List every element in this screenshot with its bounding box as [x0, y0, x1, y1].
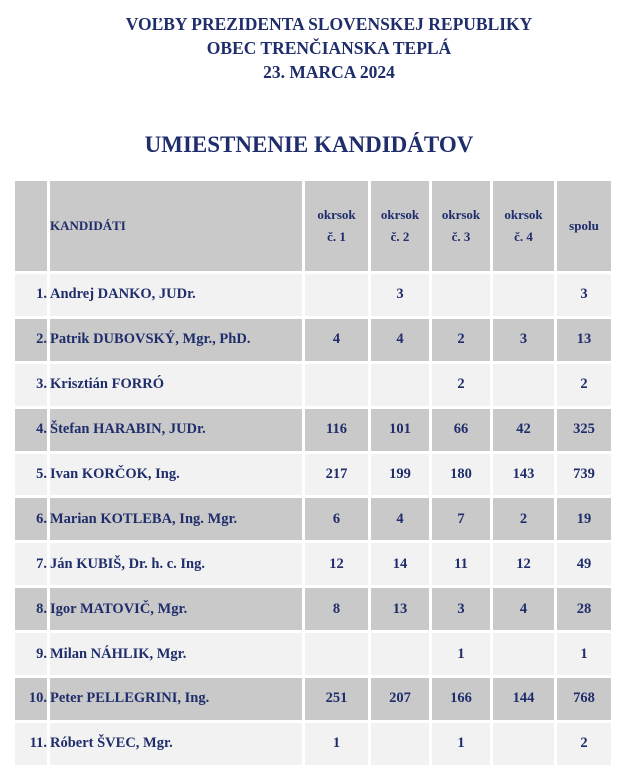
rank-cell: 8. — [15, 588, 47, 630]
table-row — [15, 633, 611, 675]
district-4-votes — [493, 364, 554, 406]
district-1-votes: 6 — [305, 498, 368, 540]
table-row — [15, 678, 611, 720]
candidate-name-cell: Milan NÁHLIK, Mgr. — [50, 633, 302, 675]
district-2-votes: 3 — [371, 274, 429, 316]
total-votes: 739 — [557, 454, 611, 496]
district-1-votes: 4 — [305, 319, 368, 361]
table-row — [15, 543, 611, 585]
district-2-header: okrsok č. 2 — [371, 181, 429, 271]
total-votes: 28 — [557, 588, 611, 630]
district-4-votes: 144 — [493, 678, 554, 720]
table-header-row — [15, 181, 611, 271]
candidate-name-cell: Igor MATOVIČ, Mgr. — [50, 588, 302, 630]
total-votes: 1 — [557, 633, 611, 675]
district-1-votes: 116 — [305, 409, 368, 451]
district-1-votes — [305, 364, 368, 406]
district-4-header: okrsok č. 4 — [493, 181, 554, 271]
district-1-votes — [305, 633, 368, 675]
district-3-votes: 2 — [432, 364, 490, 406]
district-4-votes: 2 — [493, 498, 554, 540]
rank-cell: 11. — [15, 723, 47, 765]
district-4-votes: 42 — [493, 409, 554, 451]
rank-cell: 1. — [15, 274, 47, 316]
district-3-votes: 1 — [432, 633, 490, 675]
rank-cell: 7. — [15, 543, 47, 585]
district-1-votes: 217 — [305, 454, 368, 496]
district-2-votes: 207 — [371, 678, 429, 720]
total-votes: 13 — [557, 319, 611, 361]
district-2-votes: 14 — [371, 543, 429, 585]
district-4-votes: 4 — [493, 588, 554, 630]
district-3-votes: 3 — [432, 588, 490, 630]
candidate-name-cell: Peter PELLEGRINI, Ing. — [50, 678, 302, 720]
table-row — [15, 723, 611, 765]
rank-header — [15, 181, 47, 271]
district-2-votes — [371, 364, 429, 406]
district-4-votes — [493, 723, 554, 765]
district-2-votes: 199 — [371, 454, 429, 496]
rank-cell: 5. — [15, 454, 47, 496]
district-3-votes: 166 — [432, 678, 490, 720]
district-3-header: okrsok č. 3 — [432, 181, 490, 271]
total-votes: 19 — [557, 498, 611, 540]
district-4-votes — [493, 274, 554, 316]
candidate-name-cell: Róbert ŠVEC, Mgr. — [50, 723, 302, 765]
district-3-votes: 180 — [432, 454, 490, 496]
district-3-votes: 1 — [432, 723, 490, 765]
total-votes: 325 — [557, 409, 611, 451]
rank-cell: 4. — [15, 409, 47, 451]
header-title: VOĽBY PREZIDENTA SLOVENSKEJ REPUBLIKY — [125, 14, 533, 34]
district-2-votes: 101 — [371, 409, 429, 451]
district-4-votes: 3 — [493, 319, 554, 361]
district-1-votes — [305, 274, 368, 316]
total-votes: 2 — [557, 723, 611, 765]
district-4-votes — [493, 633, 554, 675]
district-2-votes: 4 — [371, 319, 429, 361]
district-1-votes: 8 — [305, 588, 368, 630]
table-row — [15, 409, 611, 451]
rank-cell: 6. — [15, 498, 47, 540]
rank-cell: 10. — [15, 678, 47, 720]
candidate-name-cell: Štefan HARABIN, JUDr. — [50, 409, 302, 451]
district-2-votes: 4 — [371, 498, 429, 540]
document-header — [0, 12, 618, 84]
district-1-header: okrsok č. 1 — [305, 181, 368, 271]
district-2-votes — [371, 723, 429, 765]
district-4-votes: 143 — [493, 454, 554, 496]
candidates-header: KANDIDÁTI — [50, 181, 302, 271]
district-1-votes: 251 — [305, 678, 368, 720]
district-2-votes — [371, 633, 429, 675]
table-row — [15, 588, 611, 630]
district-2-votes: 13 — [371, 588, 429, 630]
district-1-votes: 12 — [305, 543, 368, 585]
rank-cell: 2. — [15, 319, 47, 361]
candidate-name-cell: Krisztián FORRÓ — [50, 364, 302, 406]
header-municipality: OBEC TRENČIANSKA TEPLÁ — [206, 38, 452, 58]
total-header: spolu — [557, 181, 611, 271]
header-date: 23. MARCA 2024 — [263, 62, 395, 82]
table-row — [15, 454, 611, 496]
district-3-votes: 2 — [432, 319, 490, 361]
district-3-votes: 7 — [432, 498, 490, 540]
table-row — [15, 274, 611, 316]
table-row — [15, 319, 611, 361]
results-table — [12, 178, 614, 768]
table-row — [15, 364, 611, 406]
district-3-votes: 11 — [432, 543, 490, 585]
district-3-votes — [432, 274, 490, 316]
district-3-votes: 66 — [432, 409, 490, 451]
candidate-name-cell: Andrej DANKO, JUDr. — [50, 274, 302, 316]
total-votes: 49 — [557, 543, 611, 585]
rank-cell: 9. — [15, 633, 47, 675]
total-votes: 3 — [557, 274, 611, 316]
candidate-name-cell: Ivan KORČOK, Ing. — [50, 454, 302, 496]
district-4-votes: 12 — [493, 543, 554, 585]
rank-cell: 3. — [15, 364, 47, 406]
section-title: UMIESTNENIE KANDIDÁTOV — [144, 132, 474, 157]
candidate-name-cell: Ján KUBIŠ, Dr. h. c. Ing. — [50, 543, 302, 585]
table-row — [15, 498, 611, 540]
candidate-name-cell: Marian KOTLEBA, Ing. Mgr. — [50, 498, 302, 540]
district-1-votes: 1 — [305, 723, 368, 765]
total-votes: 768 — [557, 678, 611, 720]
candidate-name-cell: Patrik DUBOVSKÝ, Mgr., PhD. — [50, 319, 302, 361]
total-votes: 2 — [557, 364, 611, 406]
